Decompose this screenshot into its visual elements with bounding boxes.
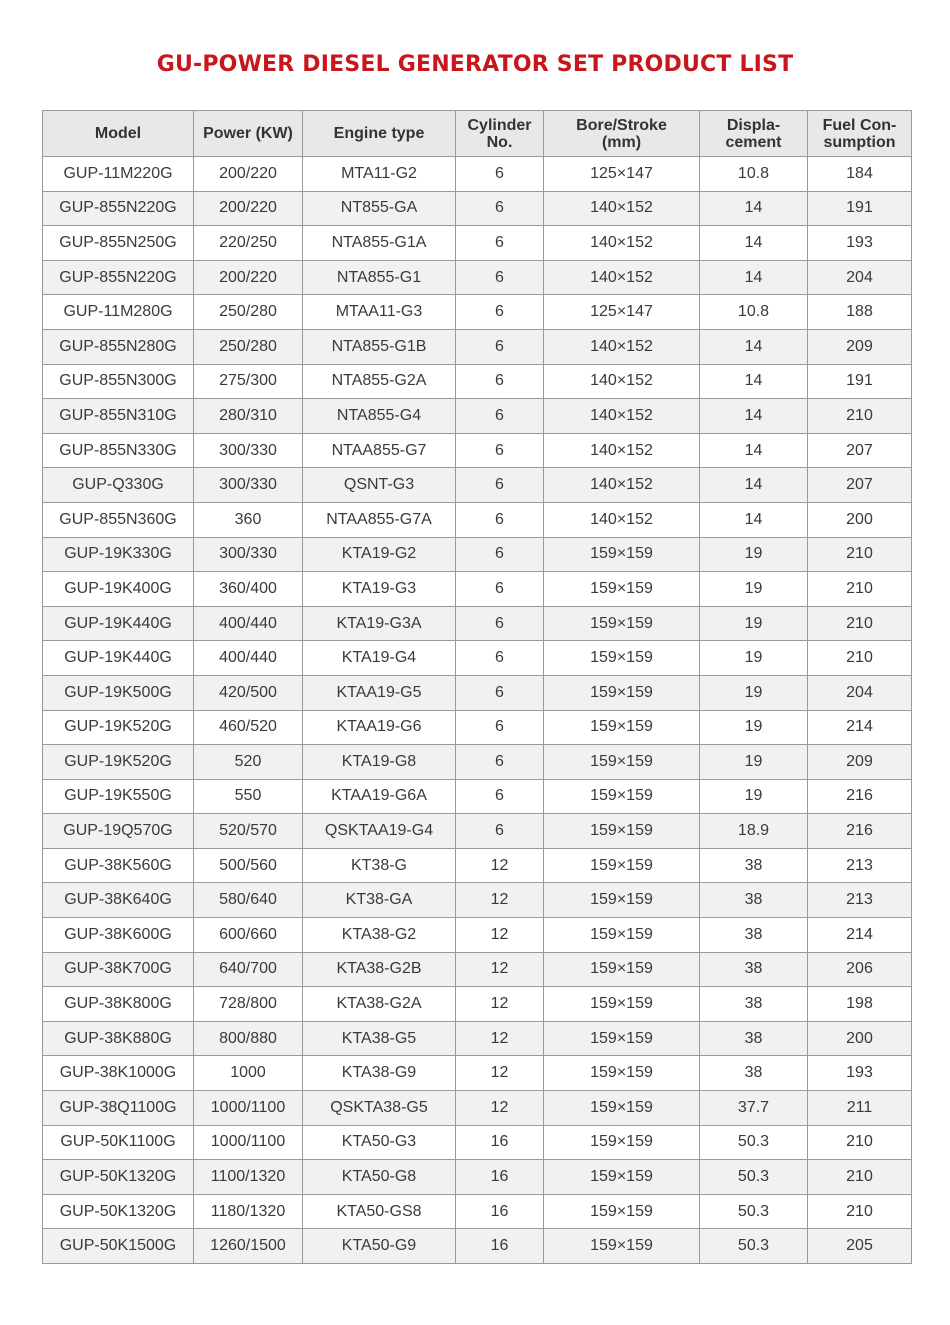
cell-bore-stroke: 159×159 <box>544 848 700 883</box>
cell-engine-type: KTA50-G8 <box>303 1160 456 1195</box>
cell-power: 1000 <box>194 1056 303 1091</box>
cell-model: GUP-19K520G <box>43 745 194 780</box>
cell-engine-type: QSKTAA19-G4 <box>303 814 456 849</box>
cell-power: 250/280 <box>194 295 303 330</box>
cell-fuel-consumption: 213 <box>808 848 912 883</box>
cell-power: 460/520 <box>194 710 303 745</box>
cell-fuel-consumption: 216 <box>808 779 912 814</box>
cell-engine-type: MTA11-G2 <box>303 157 456 192</box>
cell-cylinder-no: 12 <box>456 883 544 918</box>
cell-cylinder-no: 16 <box>456 1160 544 1195</box>
cell-cylinder-no: 6 <box>456 468 544 503</box>
cell-engine-type: KTA19-G2 <box>303 537 456 572</box>
cell-model: GUP-11M280G <box>43 295 194 330</box>
cell-power: 520 <box>194 745 303 780</box>
cell-power: 300/330 <box>194 537 303 572</box>
cell-displacement: 38 <box>700 987 808 1022</box>
cell-displacement: 38 <box>700 918 808 953</box>
cell-model: GUP-38K560G <box>43 848 194 883</box>
cell-bore-stroke: 159×159 <box>544 1056 700 1091</box>
cell-engine-type: KTA50-G3 <box>303 1125 456 1160</box>
cell-displacement: 19 <box>700 675 808 710</box>
cell-cylinder-no: 12 <box>456 1021 544 1056</box>
cell-bore-stroke: 159×159 <box>544 710 700 745</box>
cell-fuel-consumption: 204 <box>808 675 912 710</box>
cell-power: 1260/1500 <box>194 1229 303 1264</box>
cell-power: 400/440 <box>194 606 303 641</box>
cell-engine-type: KTAA19-G6A <box>303 779 456 814</box>
cell-bore-stroke: 140×152 <box>544 468 700 503</box>
cell-bore-stroke: 159×159 <box>544 606 700 641</box>
cell-engine-type: KTA38-G2A <box>303 987 456 1022</box>
cell-displacement: 19 <box>700 572 808 607</box>
cell-power: 280/310 <box>194 399 303 434</box>
cell-fuel-consumption: 184 <box>808 157 912 192</box>
table-row <box>43 364 912 399</box>
table-row <box>43 399 912 434</box>
cell-displacement: 19 <box>700 745 808 780</box>
product-table <box>42 110 912 1264</box>
cell-model: GUP-19K400G <box>43 572 194 607</box>
cell-displacement: 37.7 <box>700 1091 808 1126</box>
cell-displacement: 14 <box>700 433 808 468</box>
cell-cylinder-no: 6 <box>456 191 544 226</box>
table-row <box>43 641 912 676</box>
cell-bore-stroke: 159×159 <box>544 1229 700 1264</box>
cell-displacement: 50.3 <box>700 1194 808 1229</box>
cell-engine-type: NTA855-G1B <box>303 329 456 364</box>
cell-cylinder-no: 12 <box>456 918 544 953</box>
cell-cylinder-no: 6 <box>456 641 544 676</box>
cell-power: 640/700 <box>194 952 303 987</box>
cell-engine-type: QSKTA38-G5 <box>303 1091 456 1126</box>
table-row <box>43 468 912 503</box>
cell-fuel-consumption: 210 <box>808 399 912 434</box>
cell-displacement: 38 <box>700 1056 808 1091</box>
cell-power: 1000/1100 <box>194 1125 303 1160</box>
cell-displacement: 38 <box>700 848 808 883</box>
cell-fuel-consumption: 209 <box>808 329 912 364</box>
table-row <box>43 952 912 987</box>
cell-cylinder-no: 16 <box>456 1229 544 1264</box>
cell-fuel-consumption: 214 <box>808 710 912 745</box>
table-row <box>43 710 912 745</box>
cell-cylinder-no: 6 <box>456 572 544 607</box>
cell-fuel-consumption: 210 <box>808 1194 912 1229</box>
cell-model: GUP-38Q1100G <box>43 1091 194 1126</box>
cell-engine-type: QSNT-G3 <box>303 468 456 503</box>
cell-bore-stroke: 159×159 <box>544 675 700 710</box>
cell-bore-stroke: 140×152 <box>544 433 700 468</box>
cell-fuel-consumption: 193 <box>808 1056 912 1091</box>
cell-displacement: 14 <box>700 502 808 537</box>
cell-engine-type: NTA855-G1A <box>303 226 456 261</box>
table-row <box>43 260 912 295</box>
cell-model: GUP-19K550G <box>43 779 194 814</box>
table-row <box>43 1056 912 1091</box>
cell-fuel-consumption: 216 <box>808 814 912 849</box>
cell-bore-stroke: 140×152 <box>544 329 700 364</box>
header-bore-stroke: Bore/Stroke (mm) <box>544 111 700 157</box>
cell-cylinder-no: 6 <box>456 710 544 745</box>
cell-engine-type: NTAA855-G7A <box>303 502 456 537</box>
cell-fuel-consumption: 206 <box>808 952 912 987</box>
cell-cylinder-no: 6 <box>456 157 544 192</box>
table-row <box>43 329 912 364</box>
header-fuel-consumption: Fuel Con- sumption <box>808 111 912 157</box>
cell-displacement: 50.3 <box>700 1229 808 1264</box>
table-row <box>43 572 912 607</box>
cell-displacement: 14 <box>700 226 808 261</box>
cell-engine-type: KTA38-G5 <box>303 1021 456 1056</box>
cell-model: GUP-11M220G <box>43 157 194 192</box>
cell-fuel-consumption: 210 <box>808 641 912 676</box>
cell-power: 728/800 <box>194 987 303 1022</box>
table-row <box>43 295 912 330</box>
cell-cylinder-no: 6 <box>456 675 544 710</box>
cell-displacement: 14 <box>700 399 808 434</box>
cell-fuel-consumption: 207 <box>808 433 912 468</box>
cell-fuel-consumption: 210 <box>808 1125 912 1160</box>
cell-cylinder-no: 6 <box>456 260 544 295</box>
table-row <box>43 987 912 1022</box>
cell-cylinder-no: 6 <box>456 606 544 641</box>
cell-cylinder-no: 16 <box>456 1194 544 1229</box>
table-row <box>43 1125 912 1160</box>
cell-model: GUP-855N310G <box>43 399 194 434</box>
cell-displacement: 50.3 <box>700 1160 808 1195</box>
table-row <box>43 883 912 918</box>
cell-model: GUP-855N280G <box>43 329 194 364</box>
cell-fuel-consumption: 213 <box>808 883 912 918</box>
cell-bore-stroke: 159×159 <box>544 1021 700 1056</box>
cell-power: 420/500 <box>194 675 303 710</box>
cell-model: GUP-19K520G <box>43 710 194 745</box>
table-row <box>43 779 912 814</box>
cell-cylinder-no: 6 <box>456 779 544 814</box>
cell-engine-type: KTA19-G4 <box>303 641 456 676</box>
cell-cylinder-no: 6 <box>456 226 544 261</box>
cell-fuel-consumption: 205 <box>808 1229 912 1264</box>
cell-fuel-consumption: 210 <box>808 537 912 572</box>
table-row <box>43 1091 912 1126</box>
cell-engine-type: KTA38-G2B <box>303 952 456 987</box>
cell-model: GUP-855N330G <box>43 433 194 468</box>
cell-power: 520/570 <box>194 814 303 849</box>
cell-fuel-consumption: 191 <box>808 191 912 226</box>
cell-bore-stroke: 140×152 <box>544 191 700 226</box>
cell-cylinder-no: 6 <box>456 295 544 330</box>
table-row <box>43 675 912 710</box>
cell-model: GUP-50K1320G <box>43 1194 194 1229</box>
cell-power: 200/220 <box>194 260 303 295</box>
cell-bore-stroke: 159×159 <box>544 1160 700 1195</box>
cell-cylinder-no: 6 <box>456 329 544 364</box>
header-cylinder-no: Cylinder No. <box>456 111 544 157</box>
cell-engine-type: KTA19-G3 <box>303 572 456 607</box>
cell-bore-stroke: 159×159 <box>544 814 700 849</box>
cell-model: GUP-855N220G <box>43 191 194 226</box>
cell-displacement: 14 <box>700 191 808 226</box>
cell-fuel-consumption: 200 <box>808 1021 912 1056</box>
table-row <box>43 191 912 226</box>
cell-engine-type: NTA855-G2A <box>303 364 456 399</box>
cell-cylinder-no: 12 <box>456 952 544 987</box>
cell-cylinder-no: 6 <box>456 745 544 780</box>
cell-cylinder-no: 12 <box>456 987 544 1022</box>
cell-bore-stroke: 159×159 <box>544 537 700 572</box>
cell-model: GUP-855N250G <box>43 226 194 261</box>
cell-displacement: 19 <box>700 779 808 814</box>
cell-displacement: 18.9 <box>700 814 808 849</box>
header-engine-type: Engine type <box>303 111 456 157</box>
cell-power: 1000/1100 <box>194 1091 303 1126</box>
header-model: Model <box>43 111 194 157</box>
cell-power: 360/400 <box>194 572 303 607</box>
cell-bore-stroke: 125×147 <box>544 295 700 330</box>
cell-power: 800/880 <box>194 1021 303 1056</box>
cell-model: GUP-50K1320G <box>43 1160 194 1195</box>
cell-model: GUP-Q330G <box>43 468 194 503</box>
page-title: GU-POWER DIESEL GENERATOR SET PRODUCT LIST <box>156 52 794 77</box>
cell-engine-type: NTA855-G1 <box>303 260 456 295</box>
cell-displacement: 38 <box>700 1021 808 1056</box>
cell-model: GUP-19K440G <box>43 606 194 641</box>
cell-bore-stroke: 140×152 <box>544 399 700 434</box>
cell-model: GUP-19K500G <box>43 675 194 710</box>
table-row <box>43 1229 912 1264</box>
cell-bore-stroke: 140×152 <box>544 364 700 399</box>
cell-bore-stroke: 159×159 <box>544 745 700 780</box>
cell-engine-type: KT38-G <box>303 848 456 883</box>
table-row <box>43 848 912 883</box>
cell-displacement: 10.8 <box>700 157 808 192</box>
table-row <box>43 226 912 261</box>
table-row <box>43 918 912 953</box>
cell-bore-stroke: 159×159 <box>544 1194 700 1229</box>
cell-engine-type: KTAA19-G6 <box>303 710 456 745</box>
cell-cylinder-no: 6 <box>456 502 544 537</box>
cell-engine-type: KTA19-G3A <box>303 606 456 641</box>
cell-model: GUP-50K1500G <box>43 1229 194 1264</box>
cell-cylinder-no: 6 <box>456 364 544 399</box>
table-row <box>43 1194 912 1229</box>
cell-power: 200/220 <box>194 157 303 192</box>
cell-model: GUP-38K800G <box>43 987 194 1022</box>
cell-engine-type: KTAA19-G5 <box>303 675 456 710</box>
cell-bore-stroke: 159×159 <box>544 641 700 676</box>
cell-model: GUP-19K330G <box>43 537 194 572</box>
cell-engine-type: KTA19-G8 <box>303 745 456 780</box>
cell-power: 275/300 <box>194 364 303 399</box>
cell-displacement: 14 <box>700 364 808 399</box>
cell-model: GUP-19K440G <box>43 641 194 676</box>
cell-fuel-consumption: 209 <box>808 745 912 780</box>
cell-displacement: 50.3 <box>700 1125 808 1160</box>
cell-bore-stroke: 125×147 <box>544 157 700 192</box>
table-header-row <box>43 111 912 157</box>
cell-cylinder-no: 6 <box>456 399 544 434</box>
table-row <box>43 814 912 849</box>
table-row <box>43 502 912 537</box>
table-row <box>43 1021 912 1056</box>
cell-model: GUP-38K640G <box>43 883 194 918</box>
cell-displacement: 14 <box>700 329 808 364</box>
cell-power: 500/560 <box>194 848 303 883</box>
table-row <box>43 433 912 468</box>
cell-bore-stroke: 159×159 <box>544 952 700 987</box>
cell-bore-stroke: 159×159 <box>544 779 700 814</box>
table-row <box>43 1160 912 1195</box>
cell-displacement: 10.8 <box>700 295 808 330</box>
cell-model: GUP-855N300G <box>43 364 194 399</box>
cell-cylinder-no: 12 <box>456 1056 544 1091</box>
cell-bore-stroke: 140×152 <box>544 502 700 537</box>
cell-displacement: 38 <box>700 883 808 918</box>
header-power: Power (KW) <box>194 111 303 157</box>
cell-power: 250/280 <box>194 329 303 364</box>
cell-model: GUP-50K1100G <box>43 1125 194 1160</box>
cell-power: 220/250 <box>194 226 303 261</box>
cell-bore-stroke: 140×152 <box>544 226 700 261</box>
cell-displacement: 19 <box>700 606 808 641</box>
cell-model: GUP-19Q570G <box>43 814 194 849</box>
cell-fuel-consumption: 207 <box>808 468 912 503</box>
cell-engine-type: KTA38-G9 <box>303 1056 456 1091</box>
cell-model: GUP-38K600G <box>43 918 194 953</box>
cell-power: 580/640 <box>194 883 303 918</box>
cell-bore-stroke: 159×159 <box>544 1091 700 1126</box>
cell-fuel-consumption: 210 <box>808 606 912 641</box>
cell-bore-stroke: 159×159 <box>544 918 700 953</box>
cell-displacement: 19 <box>700 710 808 745</box>
cell-power: 300/330 <box>194 468 303 503</box>
header-displacement: Displa- cement <box>700 111 808 157</box>
cell-fuel-consumption: 210 <box>808 572 912 607</box>
table-row <box>43 157 912 192</box>
table-row <box>43 745 912 780</box>
cell-fuel-consumption: 193 <box>808 226 912 261</box>
cell-power: 360 <box>194 502 303 537</box>
cell-engine-type: KTA50-G9 <box>303 1229 456 1264</box>
cell-displacement: 14 <box>700 260 808 295</box>
table-row <box>43 537 912 572</box>
cell-power: 550 <box>194 779 303 814</box>
cell-displacement: 19 <box>700 537 808 572</box>
cell-bore-stroke: 159×159 <box>544 1125 700 1160</box>
cell-engine-type: MTAA11-G3 <box>303 295 456 330</box>
table-row <box>43 606 912 641</box>
cell-engine-type: NTAA855-G7 <box>303 433 456 468</box>
cell-cylinder-no: 6 <box>456 814 544 849</box>
cell-fuel-consumption: 191 <box>808 364 912 399</box>
cell-model: GUP-38K700G <box>43 952 194 987</box>
cell-model: GUP-855N360G <box>43 502 194 537</box>
cell-bore-stroke: 159×159 <box>544 572 700 607</box>
cell-model: GUP-855N220G <box>43 260 194 295</box>
cell-power: 1100/1320 <box>194 1160 303 1195</box>
table-body <box>43 157 912 1264</box>
cell-model: GUP-38K880G <box>43 1021 194 1056</box>
cell-fuel-consumption: 210 <box>808 1160 912 1195</box>
cell-power: 400/440 <box>194 641 303 676</box>
cell-fuel-consumption: 188 <box>808 295 912 330</box>
cell-cylinder-no: 12 <box>456 1091 544 1126</box>
cell-cylinder-no: 12 <box>456 848 544 883</box>
cell-power: 200/220 <box>194 191 303 226</box>
cell-engine-type: NT855-GA <box>303 191 456 226</box>
cell-bore-stroke: 140×152 <box>544 260 700 295</box>
cell-power: 600/660 <box>194 918 303 953</box>
cell-cylinder-no: 6 <box>456 433 544 468</box>
cell-engine-type: KTA50-GS8 <box>303 1194 456 1229</box>
cell-displacement: 14 <box>700 468 808 503</box>
cell-bore-stroke: 159×159 <box>544 883 700 918</box>
cell-engine-type: KTA38-G2 <box>303 918 456 953</box>
cell-engine-type: KT38-GA <box>303 883 456 918</box>
cell-fuel-consumption: 211 <box>808 1091 912 1126</box>
cell-cylinder-no: 16 <box>456 1125 544 1160</box>
cell-model: GUP-38K1000G <box>43 1056 194 1091</box>
cell-bore-stroke: 159×159 <box>544 987 700 1022</box>
cell-power: 300/330 <box>194 433 303 468</box>
cell-fuel-consumption: 200 <box>808 502 912 537</box>
cell-power: 1180/1320 <box>194 1194 303 1229</box>
cell-cylinder-no: 6 <box>456 537 544 572</box>
cell-fuel-consumption: 198 <box>808 987 912 1022</box>
cell-displacement: 38 <box>700 952 808 987</box>
cell-engine-type: NTA855-G4 <box>303 399 456 434</box>
cell-fuel-consumption: 214 <box>808 918 912 953</box>
cell-fuel-consumption: 204 <box>808 260 912 295</box>
cell-displacement: 19 <box>700 641 808 676</box>
